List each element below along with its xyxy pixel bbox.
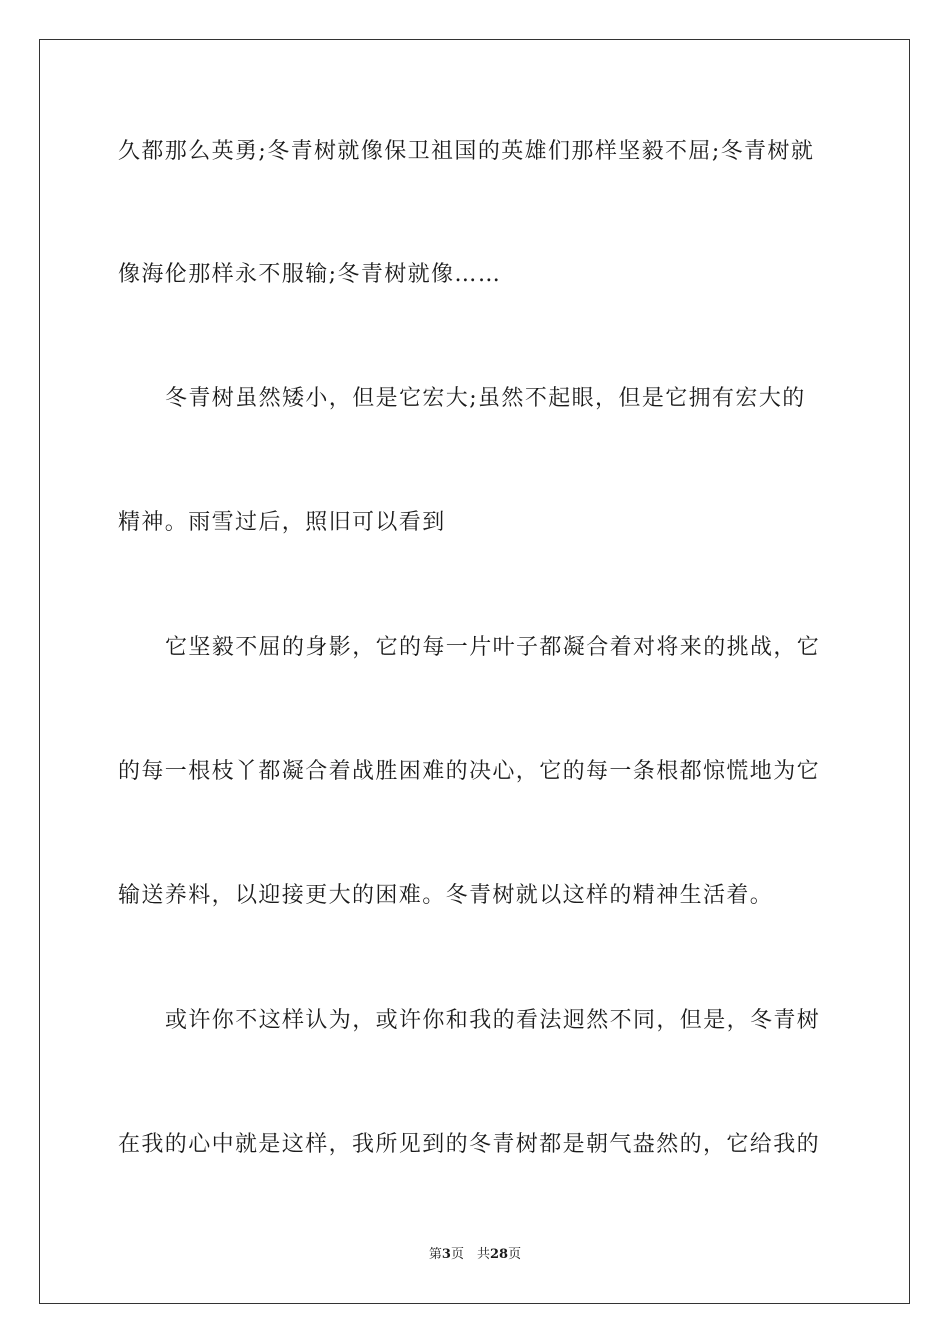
text-line: 久都那么英勇;冬青树就像保卫祖国的英雄们那样坚毅不屈;冬青树就	[118, 139, 815, 164]
text-line: 像海伦那样永不服输;冬青树就像……	[118, 262, 502, 287]
footer-suffix: 页	[508, 1247, 522, 1262]
page-frame	[39, 39, 910, 1304]
total-page-count: 28	[489, 1247, 509, 1262]
text-line-paragraph-start: 冬青树虽然矮小，但是它宏大;虽然不起眼，但是它拥有宏大的	[165, 386, 806, 411]
text-line: 的每一根枝丫都凝合着战胜困难的决心，它的每一条根都惊慌地为它	[118, 759, 821, 784]
page-number-footer	[0, 1246, 950, 1264]
text-line-paragraph-start: 或许你不这样认为，或许你和我的看法迥然不同，但是，冬青树	[165, 1008, 821, 1033]
text-line: 在我的心中就是这样，我所见到的冬青树都是朝气盎然的，它给我的	[118, 1132, 821, 1157]
text-line-paragraph-start: 它坚毅不屈的身影，它的每一片叶子都凝合着对将来的挑战，它	[165, 635, 821, 660]
text-line: 输送养料，以迎接更大的困难。冬青树就以这样的精神生活着。	[118, 883, 774, 908]
footer-prefix: 第	[428, 1247, 442, 1262]
text-line: 精神。雨雪过后，照旧可以看到	[118, 510, 446, 535]
current-page-number: 3	[441, 1247, 451, 1262]
footer-mid: 页 共	[450, 1247, 490, 1262]
